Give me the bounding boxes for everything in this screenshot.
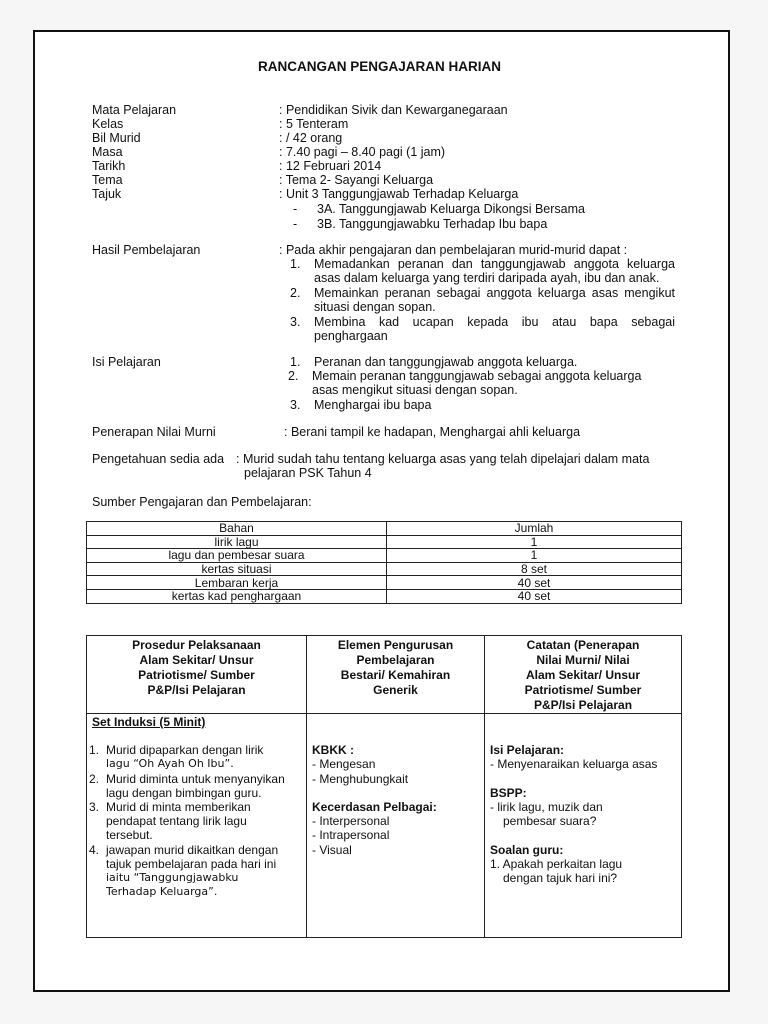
info-label: Tema <box>92 173 123 187</box>
hasil-line: Memadankan peranan dan tanggungjawab anggota keluarga <box>314 257 675 271</box>
step-line: Murid diminta untuk menyanyikan <box>106 772 285 786</box>
table-row <box>87 562 682 576</box>
isi-label: Isi Pelajaran <box>92 355 161 369</box>
nilai-value: : Berani tampil ke hadapan, Menghargai ahli keluarga <box>284 425 581 439</box>
isi-num: 1. <box>290 355 301 369</box>
step-line: pendapat tentang lirik lagu <box>106 814 247 828</box>
table-row <box>87 535 682 549</box>
bahan-table <box>86 521 682 604</box>
pengetahuan-line: pelajaran PSK Tahun 4 <box>244 466 372 480</box>
step-line: iaitu “Tanggungjawabku <box>106 871 239 884</box>
set-induksi-heading: Set Induksi (5 Minit) <box>92 715 206 729</box>
header-line: Alam Sekitar/ Unsur <box>525 668 641 682</box>
hasil-num: 3. <box>290 315 301 329</box>
isi-line: Menghargai ibu bapa <box>314 398 432 412</box>
header-line: Bestari/ Kemahiran <box>340 668 451 682</box>
table-cell: 1 <box>387 549 682 563</box>
table-cell <box>87 714 307 938</box>
step-line: tersebut. <box>106 828 153 842</box>
info-value: : 5 Tenteram <box>279 117 349 131</box>
table-row <box>87 714 682 938</box>
kbkk-item: - Menghubungkait <box>312 772 409 786</box>
info-value: : 12 Februari 2014 <box>279 159 382 173</box>
table-header: Jumlah <box>387 522 682 536</box>
header-line: Prosedur Pelaksanaan <box>132 638 261 652</box>
bspp-line: pembesar suara? <box>503 814 597 828</box>
step-line: Murid di minta memberikan <box>106 800 251 814</box>
info-label: Kelas <box>92 117 124 131</box>
step-line: Terhadap Keluarga”. <box>106 885 218 898</box>
step-line: Murid dipaparkan dengan lirik <box>106 743 264 757</box>
table-cell: 40 set <box>387 576 682 590</box>
tajuk-sub-dash: - <box>293 217 298 231</box>
header-line: Alam Sekitar/ Unsur <box>139 653 254 667</box>
isi-line: asas mengikut situasi dengan sopan. <box>312 383 518 397</box>
table-cell: 8 set <box>387 562 682 576</box>
hasil-line: penghargaan <box>314 329 388 343</box>
table-cell: lirik lagu <box>87 535 387 549</box>
soalan-line: 1. Apakah perkaitan lagu <box>490 857 623 871</box>
step-line: lagu dengan bimbingan guru. <box>106 786 262 800</box>
hasil-num: 2. <box>290 286 301 300</box>
pengetahuan-line: : Murid sudah tahu tentang keluarga asas yang telah dipelajari dalam mata <box>236 452 650 466</box>
table-header <box>307 636 485 714</box>
info-label: Tajuk <box>92 187 122 201</box>
step-line: lagu “Oh Ayah Oh Ibu”. <box>106 757 234 770</box>
header-line: Patriotisme/ Sumber <box>138 668 255 682</box>
isi-num: 2. <box>288 369 299 383</box>
hasil-line: Membina kad ucapan kepada ibu atau bapa sebagai <box>314 315 675 329</box>
table-cell: kertas situasi <box>87 562 387 576</box>
isi-pelajaran-item: - Menyenaraikan keluarga asas <box>490 757 658 771</box>
kecerdasan-title: Kecerdasan Pelbagai: <box>312 800 437 814</box>
table-header-row <box>87 522 682 536</box>
isi-line: Peranan dan tanggungjawab anggota keluarga. <box>314 355 578 369</box>
table-cell: 40 set <box>387 589 682 603</box>
step-num: 2. <box>89 772 100 786</box>
kbkk-item: - Mengesan <box>312 757 376 771</box>
info-value: : / 42 orang <box>279 131 343 145</box>
info-label: Tarikh <box>92 159 126 173</box>
table-cell: lagu dan pembesar suara <box>87 549 387 563</box>
header-line: Nilai Murni/ Nilai <box>536 653 630 667</box>
table-row <box>87 549 682 563</box>
bspp-title: BSPP: <box>490 786 527 800</box>
soalan-line: dengan tajuk hari ini? <box>503 871 618 885</box>
step-line: tajuk pembelajaran pada hari ini <box>106 857 277 871</box>
page-title: RANCANGAN PENGAJARAN HARIAN <box>258 59 502 74</box>
header-line: P&P/Isi Pelajaran <box>533 698 633 712</box>
pengetahuan-label: Pengetahuan sedia ada <box>92 452 225 466</box>
tajuk-sub-item: 3B. Tanggungjawabku Terhadap Ibu bapa <box>317 217 548 231</box>
hasil-num: 1. <box>290 257 301 271</box>
hasil-label: Hasil Pembelajaran <box>92 243 201 257</box>
sumber-label: Sumber Pengajaran dan Pembelajaran: <box>92 495 312 509</box>
info-value: : 7.40 pagi – 8.40 pagi (1 jam) <box>279 145 446 159</box>
header-line: Elemen Pengurusan <box>337 638 454 652</box>
step-num: 4. <box>89 843 100 857</box>
info-value: : Unit 3 Tanggungjawab Terhadap Keluarga <box>279 187 519 201</box>
info-label: Mata Pelajaran <box>92 103 177 117</box>
info-value: : Tema 2- Sayangi Keluarga <box>279 173 434 187</box>
step-num: 3. <box>89 800 100 814</box>
header-line: Generik <box>373 683 418 697</box>
kbkk-title: KBKK : <box>312 743 354 757</box>
step-num: 1. <box>89 743 100 757</box>
table-row <box>87 589 682 603</box>
kecerdasan-item: - Interpersonal <box>312 814 390 828</box>
header-line: Catatan (Penerapan <box>526 638 640 652</box>
table-cell <box>307 714 485 938</box>
hasil-intro: : Pada akhir pengajaran dan pembelajaran murid-murid dapat : <box>279 243 628 257</box>
isi-pelajaran-title: Isi Pelajaran: <box>490 743 565 757</box>
procedure-table <box>86 635 682 938</box>
hasil-line: Memainkan peranan sebagai anggota keluarga asas mengikut <box>314 286 675 300</box>
kecerdasan-item: - Intrapersonal <box>312 828 390 842</box>
table-cell: 1 <box>387 535 682 549</box>
table-header <box>485 636 682 714</box>
nilai-label: Penerapan Nilai Murni <box>92 425 216 439</box>
hasil-line: situasi dengan sopan. <box>314 300 436 314</box>
table-cell: kertas kad penghargaan <box>87 589 387 603</box>
table-cell <box>485 714 682 938</box>
isi-line: Memain peranan tanggungjawab sebagai anggota keluarga <box>312 369 642 383</box>
header-line: Pembelajaran <box>356 653 435 667</box>
info-label: Bil Murid <box>92 131 141 145</box>
hasil-line: asas dalam keluarga yang terdiri daripada ayah, ibu dan anak. <box>314 271 660 285</box>
kecerdasan-item: - Visual <box>312 843 352 857</box>
isi-num: 3. <box>290 398 301 412</box>
info-value: : Pendidikan Sivik dan Kewarganegaraan <box>279 103 508 117</box>
header-line: P&P/Isi Pelajaran <box>147 683 246 697</box>
tajuk-sub-item: 3A. Tanggungjawab Keluarga Dikongsi Bersama <box>317 202 585 216</box>
soalan-title: Soalan guru: <box>490 843 564 857</box>
info-label: Masa <box>92 145 123 159</box>
header-line: Patriotisme/ Sumber <box>524 683 642 697</box>
table-row <box>87 576 682 590</box>
table-cell: Lembaran kerja <box>87 576 387 590</box>
tajuk-sub-dash: - <box>293 202 298 216</box>
table-header: Bahan <box>87 522 387 536</box>
step-line: jawapan murid dikaitkan dengan <box>106 843 279 857</box>
table-header <box>87 636 307 714</box>
bspp-line: - lirik lagu, muzik dan <box>490 800 603 814</box>
table-header-row <box>87 636 682 714</box>
